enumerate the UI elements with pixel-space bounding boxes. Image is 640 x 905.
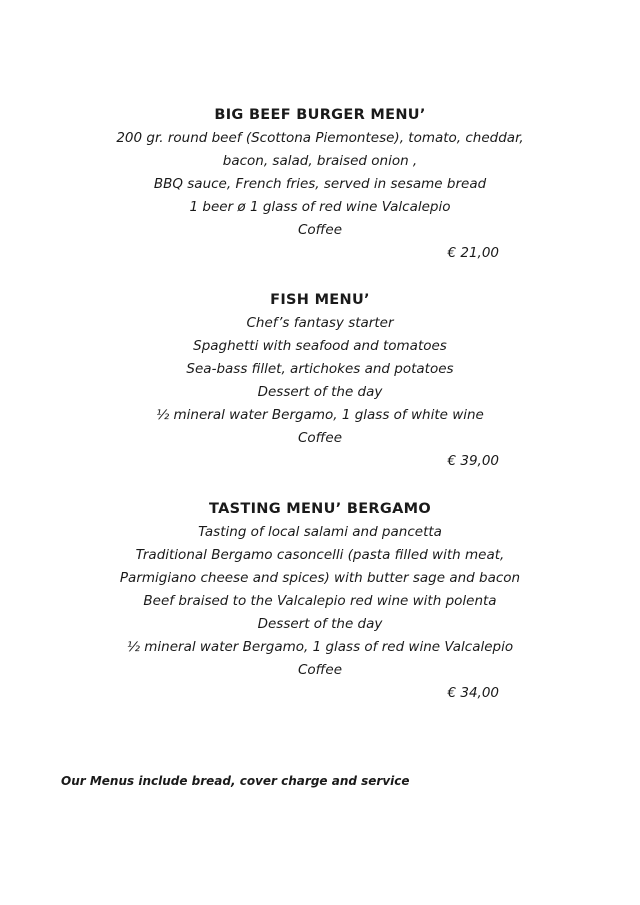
menu-section-fish	[0, 288, 640, 473]
menu-section-tasting	[0, 497, 640, 705]
menu-item: Coffee	[297, 430, 343, 446]
menu-title: TASTING MENU’ BERGAMO	[209, 501, 431, 517]
menu-price: € 21,00	[447, 245, 499, 261]
menu-item: BBQ sauce, French fries, served in sesame bread	[153, 176, 487, 192]
menu-item: Coffee	[297, 662, 343, 678]
menu-item: Dessert of the day	[257, 384, 383, 400]
menu-price: € 39,00	[447, 453, 499, 469]
menu-item: 200 gr. round beef (Scottona Piemontese), tomato, cheddar,	[116, 130, 524, 146]
menu-item: Traditional Bergamo casoncelli (pasta filled with meat,	[135, 547, 505, 563]
menu-item: Coffee	[297, 222, 343, 238]
menu-item: Beef braised to the Valcalepio red wine with polenta	[143, 593, 497, 609]
menu-title: BIG BEEF BURGER MENU’	[214, 107, 426, 123]
menu-item: ½ mineral water Bergamo, 1 glass of white wine	[156, 407, 484, 423]
menu-item: Dessert of the day	[257, 616, 383, 632]
menu-item: Chef’s fantasy starter	[246, 315, 394, 331]
menu-title: FISH MENU’	[270, 292, 370, 308]
menu-item: Tasting of local salami and pancetta	[198, 524, 442, 540]
menu-item: Parmigiano cheese and spices) with butter sage and bacon	[119, 570, 521, 586]
menu-section-burger	[0, 103, 640, 265]
menu-item: 1 beer ø 1 glass of red wine Valcalepio	[189, 199, 451, 215]
menu-price: € 34,00	[447, 685, 499, 701]
menu-item: ½ mineral water Bergamo, 1 glass of red wine Valcalepio	[126, 639, 514, 655]
menu-item: bacon, salad, braised onion ,	[222, 153, 418, 169]
menu-item: Sea-bass fillet, artichokes and potatoes	[186, 361, 454, 377]
footer-note: Our Menus include bread, cover charge and service	[61, 774, 410, 788]
menu-item: Spaghetti with seafood and tomatoes	[193, 338, 447, 354]
